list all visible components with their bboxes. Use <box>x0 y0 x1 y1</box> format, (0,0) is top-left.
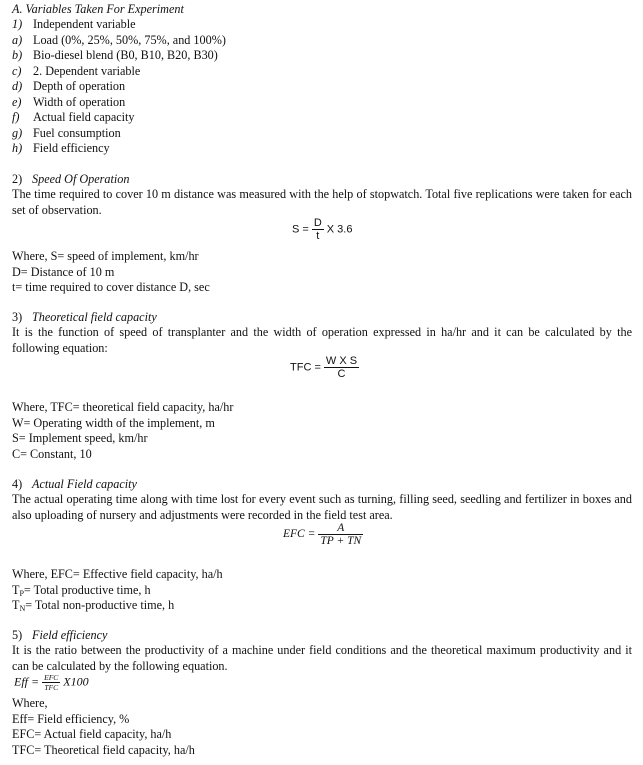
where-line: Where, EFC= Effective field capacity, ha/h <box>12 567 223 581</box>
section-number: 2) <box>12 172 23 186</box>
list-text: Depth of operation <box>33 79 126 93</box>
subscript-p: P <box>19 588 24 598</box>
afc-heading <box>12 477 137 491</box>
tfc-paragraph: It is the function of speed of transplanter and the width of operation expressed in ha/hr and it can be calculated by the following equation: <box>12 325 632 355</box>
eq-fraction <box>318 522 363 547</box>
list-marker: c) <box>12 63 22 78</box>
eq-fraction <box>324 355 359 380</box>
eq-numerator: A <box>318 522 363 535</box>
eq-rhs: X100 <box>63 674 89 689</box>
list-item <box>12 79 125 93</box>
afc-equation <box>283 522 366 547</box>
list-item <box>12 126 121 140</box>
section-number: 5) <box>12 628 23 642</box>
section-number: 4) <box>12 477 23 491</box>
eq-denominator: C <box>337 368 346 380</box>
where-line: S= Implement speed, km/hr <box>12 431 148 445</box>
list-text: 2. Dependent variable <box>33 63 141 78</box>
list-item <box>12 48 218 62</box>
where-line: EFC= Actual field capacity, ha/h <box>12 727 172 741</box>
eq-numerator: EFC <box>44 673 59 682</box>
eq-numerator: W X S <box>325 355 358 367</box>
eq-fraction <box>312 217 324 242</box>
speed-heading <box>12 172 129 186</box>
section-title: Field efficiency <box>32 628 108 642</box>
eq-lhs: S = <box>292 223 309 236</box>
list-text: Load (0%, 25%, 50%, 75%, and 100%) <box>33 32 226 47</box>
eq-lhs: TFC = <box>290 361 321 374</box>
list-marker: 1) <box>12 17 23 31</box>
list-marker: f) <box>12 110 20 124</box>
list-item <box>12 17 136 31</box>
eq-denominator: TFC <box>44 683 59 692</box>
speed-paragraph: The time required to cover 10 m distance was measured with the help of stopwatch. Total five replications were taken for each set of observation. <box>12 187 632 217</box>
subscript-n: N <box>19 604 26 613</box>
list-marker: d) <box>12 79 23 93</box>
eq-denominator: TP + TN <box>320 535 362 547</box>
eq-lhs: Eff = <box>14 674 40 689</box>
where-line: TFC= Theoretical field capacity, ha/h <box>12 742 195 757</box>
list-marker: g) <box>12 125 23 140</box>
where-line: D= Distance of 10 m <box>12 264 115 279</box>
where-line: Where, <box>12 696 48 710</box>
list-text: Bio-diesel blend (B0, B10, B20, B30) <box>33 48 218 62</box>
where-line: Eff= Field efficiency, % <box>12 711 130 726</box>
eq-denominator: t <box>316 230 320 242</box>
eff-paragraph: It is the ratio between the productivity of a machine under field conditions and the theoretical maximum productivity and it can be calculated by the following equation. <box>12 643 632 673</box>
section-title: Theoretical field capacity <box>32 310 157 324</box>
definition-text: = Total productive time, h <box>23 582 151 597</box>
eff-heading <box>12 628 107 642</box>
eq-numerator: D <box>313 217 322 229</box>
eq-rhs: X 3.6 <box>326 223 353 236</box>
list-marker: e) <box>12 94 22 109</box>
list-text: Independent variable <box>33 17 136 31</box>
section-number: 3) <box>12 310 23 324</box>
symbol-t: T <box>12 598 20 612</box>
section-title: Speed Of Operation <box>32 172 130 186</box>
list-item <box>12 95 125 109</box>
list-item <box>12 33 226 47</box>
definition-text: = Total non-productive time, h <box>25 598 175 612</box>
list-text: Field efficiency <box>33 141 110 155</box>
where-line: C= Constant, 10 <box>12 446 92 461</box>
list-marker: b) <box>12 48 23 62</box>
list-text: Actual field capacity <box>33 110 135 124</box>
list-marker: h) <box>12 141 23 155</box>
list-text: Fuel consumption <box>33 125 121 140</box>
where-line: Where, TFC= theoretical field capacity, ha/hr <box>12 400 234 414</box>
list-marker: a) <box>12 32 23 47</box>
where-line-tn <box>12 598 174 616</box>
eq-lhs: EFC = <box>283 528 316 541</box>
where-line: Where, S= speed of implement, km/hr <box>12 249 199 263</box>
where-line: W= Operating width of the implement, m <box>12 415 215 430</box>
symbol-t: T <box>12 582 20 597</box>
afc-paragraph: The actual operating time along with time lost for every event such as turning, filling seed, seedling and fertilizer in boxes and also uploading of nursery and adjustments were recorded in the field test area. <box>12 492 632 522</box>
list-text: Width of operation <box>33 94 126 109</box>
tfc-equation <box>290 355 362 380</box>
section-title: Actual Field capacity <box>32 477 137 491</box>
list-item <box>12 141 110 155</box>
list-item <box>12 64 140 78</box>
tfc-heading <box>12 310 157 324</box>
eq-fraction <box>42 673 60 692</box>
section-a-heading: A. Variables Taken For Experiment <box>12 2 184 16</box>
eff-equation <box>14 673 89 692</box>
where-line: t= time required to cover distance D, sec <box>12 280 210 294</box>
list-item <box>12 110 135 124</box>
speed-equation <box>292 217 352 242</box>
